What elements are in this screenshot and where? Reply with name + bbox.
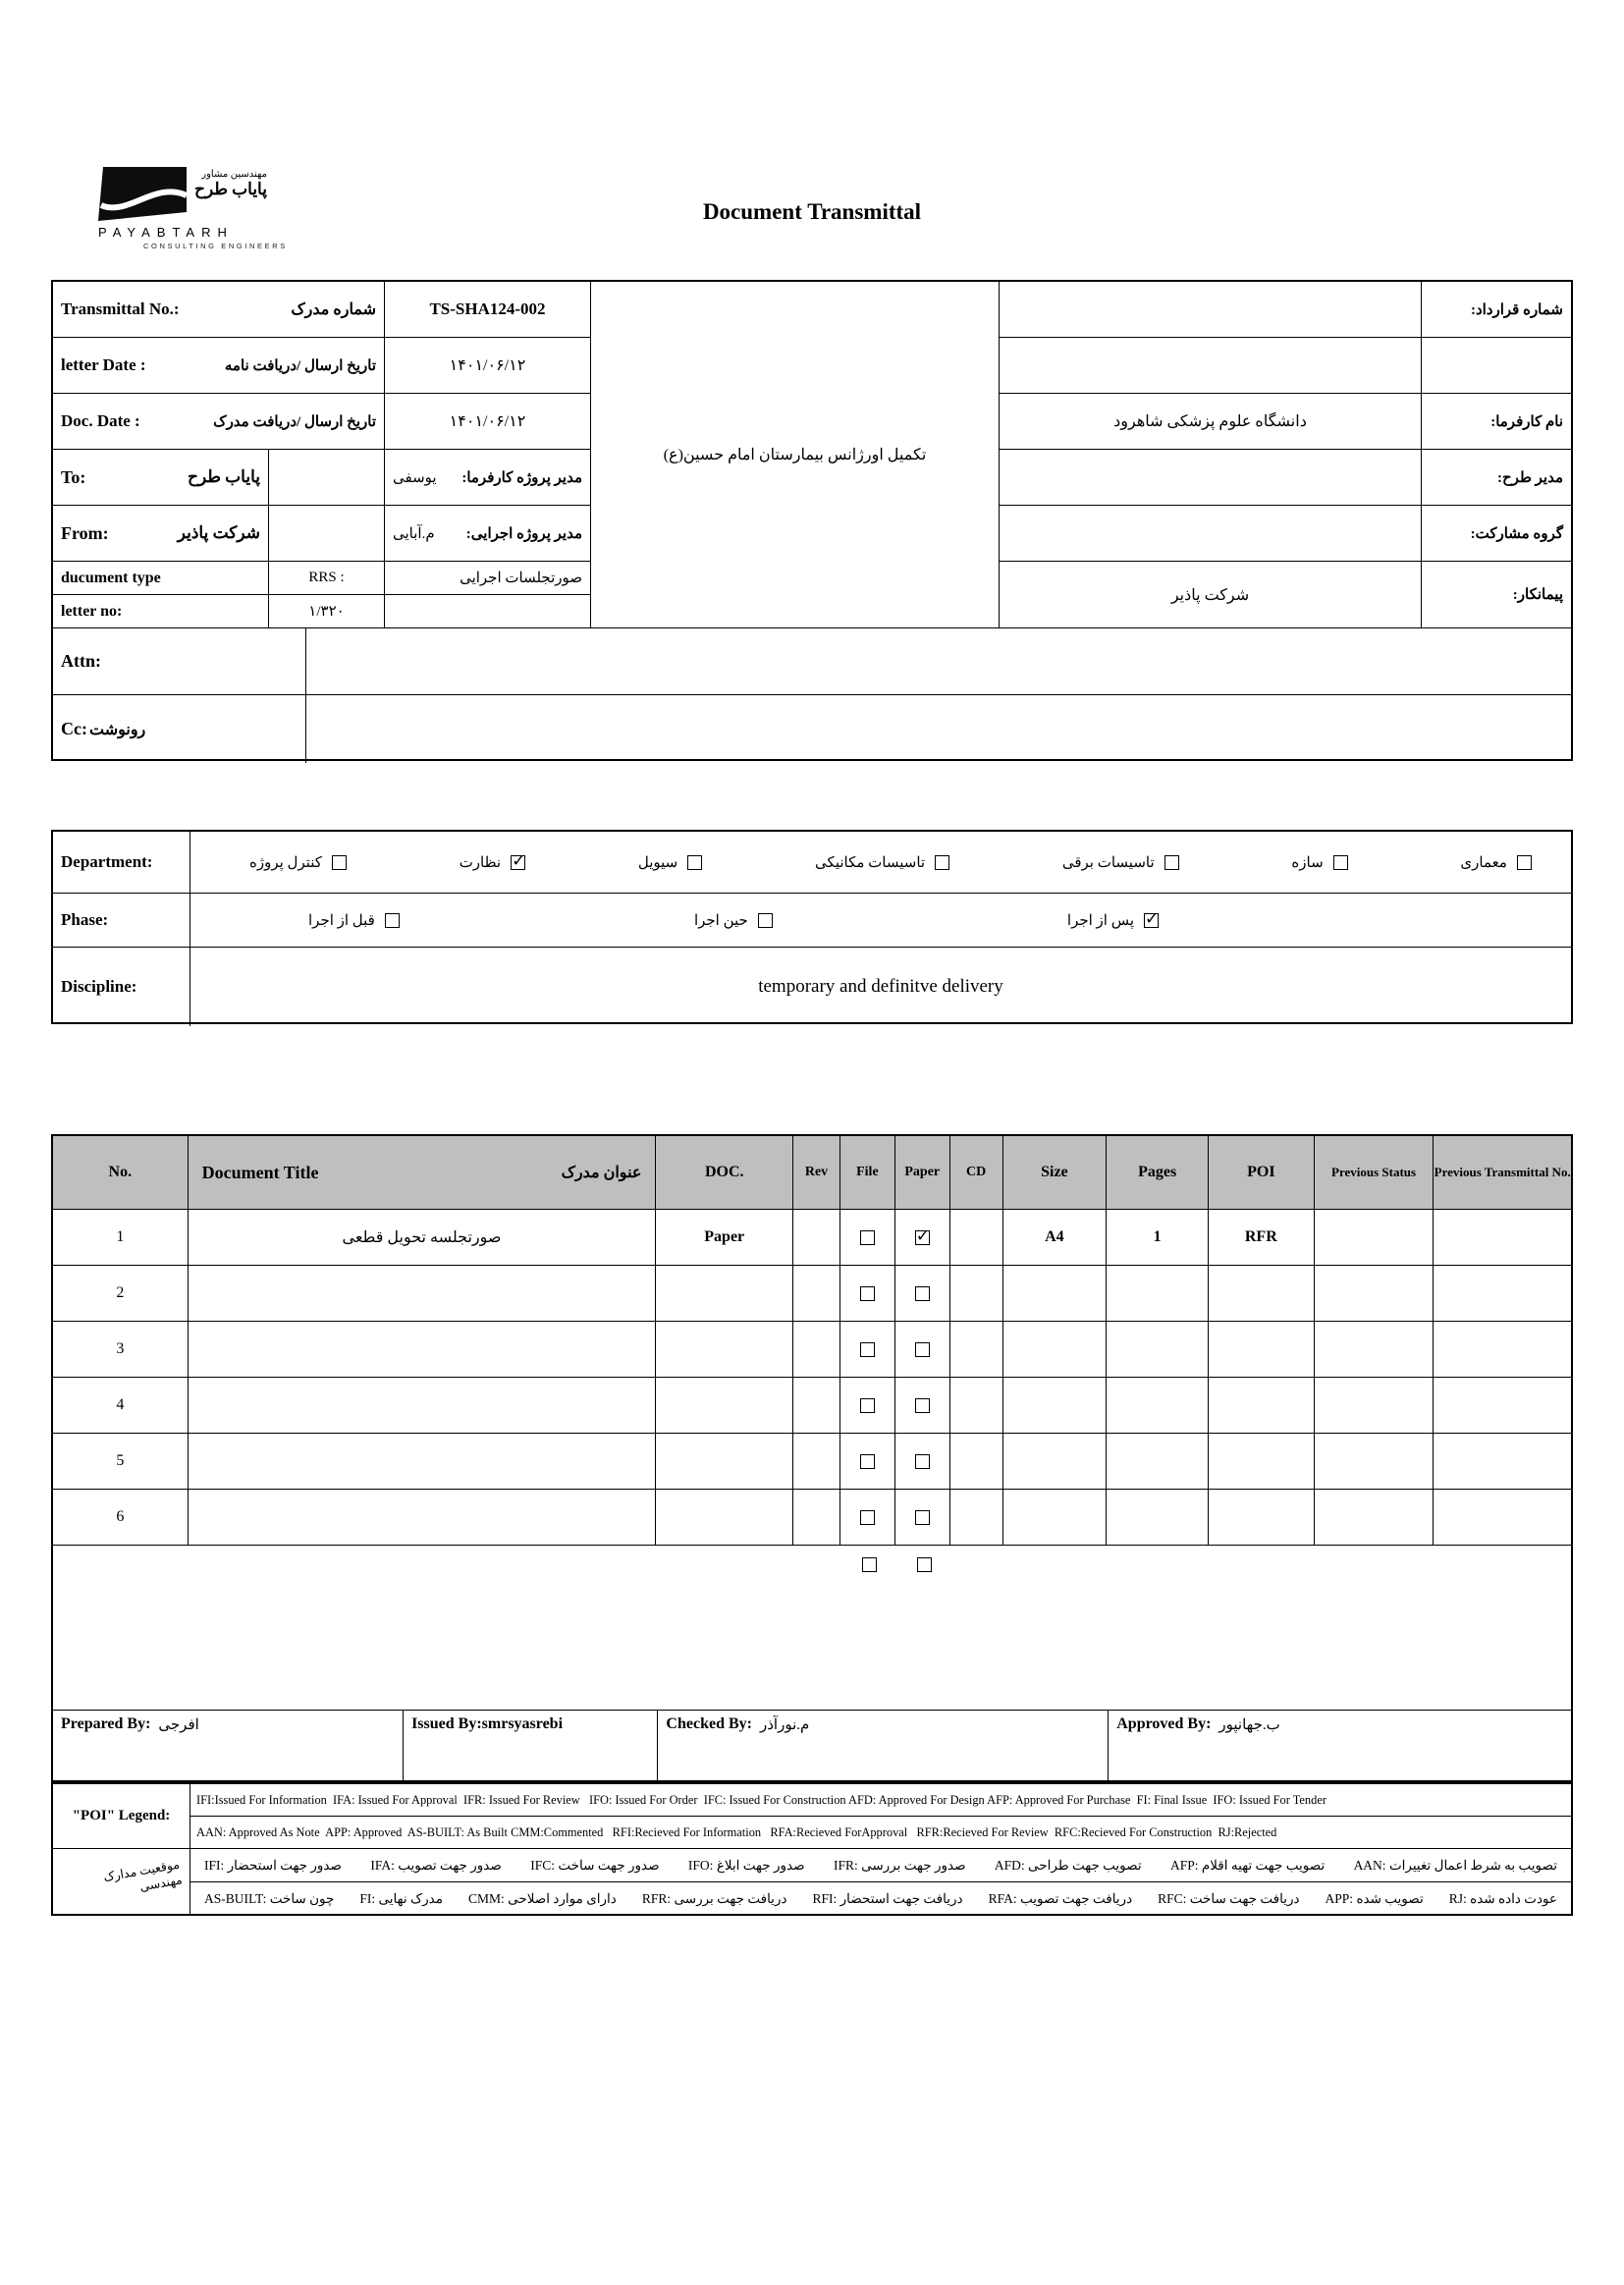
row3-paper xyxy=(895,1322,950,1378)
contractor-value-cell xyxy=(1000,562,1422,628)
phase-option-after-execution xyxy=(1067,911,1159,930)
letter-no-label: letter no: xyxy=(61,602,123,620)
checkbox-mechanical[interactable] xyxy=(935,855,949,870)
row6-doc xyxy=(656,1490,793,1546)
doc-type-fa: صورتجلسات اجرایی xyxy=(460,571,582,586)
transmittal-no-label-fa: شماره مدرک xyxy=(291,301,376,318)
row3-paper-checkbox[interactable] xyxy=(915,1342,930,1357)
row5-poi xyxy=(1209,1434,1315,1490)
design-manager-value xyxy=(1000,450,1422,506)
fa-legend-item-ifc: IFC: صدور جهت ساخت xyxy=(530,1857,660,1873)
table-row-1 xyxy=(53,1210,1571,1266)
letter-date-value xyxy=(385,338,591,394)
fa-legend-label-cell xyxy=(53,1849,190,1916)
attn-value-cell xyxy=(306,628,1571,695)
label-structure: سازه xyxy=(1291,854,1324,871)
doc-date-value xyxy=(385,394,591,450)
logo-fa-small: مهندسین مشاور xyxy=(201,169,267,180)
issued-by-label: Issued By: xyxy=(411,1715,482,1732)
department-option-architecture xyxy=(1460,853,1532,872)
doc-type-value: RRS : xyxy=(308,570,345,585)
label-before-execution: قبل از اجرا xyxy=(308,912,375,929)
left-info-block xyxy=(53,282,591,628)
phase-label-cell xyxy=(53,894,190,948)
client-value: دانشگاه علوم پزشکی شاهرود xyxy=(1113,413,1307,430)
department-option-civil xyxy=(638,853,702,872)
exec-pm-value: م.آبایی xyxy=(393,525,435,542)
fa-legend-item-ifi: IFI: صدور جهت استحضار xyxy=(204,1857,342,1873)
row3-title xyxy=(189,1322,657,1378)
row2-paper-checkbox[interactable] xyxy=(915,1286,930,1301)
client-pm-value: یوسفی xyxy=(393,469,437,486)
department-option-project-control xyxy=(249,853,347,872)
department-options xyxy=(190,832,1571,894)
cc-label: Cc: xyxy=(61,719,87,738)
row-doc-type-letter-no xyxy=(53,562,591,628)
contract-no-label: شماره قرارداد: xyxy=(1470,301,1563,318)
row1-pages: 1 xyxy=(1107,1210,1209,1266)
letter-no-empty-cell xyxy=(385,595,591,628)
checked-by-label: Checked By: xyxy=(666,1715,752,1732)
logo-en-name: PAYABTARH xyxy=(98,225,234,240)
row6-prev-transmittal xyxy=(1434,1490,1571,1546)
label-after-execution: پس از اجرا xyxy=(1066,912,1134,929)
poi-legend-label-cell xyxy=(53,1784,190,1848)
logo-fa-text xyxy=(194,165,267,199)
checkbox-project-control[interactable] xyxy=(332,855,347,870)
row6-size xyxy=(1003,1490,1108,1546)
row1-title: صورتجلسه تحویل قطعی xyxy=(189,1210,657,1266)
row3-size xyxy=(1003,1322,1108,1378)
phase-option-before-execution xyxy=(308,911,400,930)
row6-rev xyxy=(793,1490,840,1546)
transmittal-no-value xyxy=(385,282,591,338)
fa-legend-item-rfc: RFC: دریافت جهت ساخت xyxy=(1158,1891,1300,1906)
row4-poi xyxy=(1209,1378,1315,1434)
jv-group-value xyxy=(1000,506,1422,562)
poi-legend-label: "POI" Legend: xyxy=(72,1808,171,1823)
extra-file-checkbox[interactable] xyxy=(862,1557,877,1572)
letter-date-label-cell xyxy=(53,338,385,394)
row2-pages xyxy=(1107,1266,1209,1322)
fa-legend-item-ifr: IFR: صدور جهت بررسی xyxy=(833,1857,966,1873)
row-empty-right xyxy=(1000,338,1571,394)
row2-rev xyxy=(793,1266,840,1322)
attn-label: Attn: xyxy=(61,651,101,671)
row4-size xyxy=(1003,1378,1108,1434)
fa-legend-item-cmm: CMM: دارای موارد اصلاحی xyxy=(467,1891,617,1906)
logo-fa-name: پایاب طرح xyxy=(194,180,267,198)
row-jv-group xyxy=(1000,506,1571,562)
poi-legend-line2: AAN: Approved As Note APP: Approved AS-BUILT: As Built CMM:Commented RFI:Recieved For Information RFA:Recieved ForApproval RFR:Recieved For Review RFC:Recieved For Construction RJ:Rejected xyxy=(196,1825,1277,1839)
approved-by-value: ب.جهانپور xyxy=(1218,1717,1280,1733)
table-row-3 xyxy=(53,1322,1571,1378)
row2-size xyxy=(1003,1266,1108,1322)
checkbox-electrical[interactable] xyxy=(1164,855,1179,870)
row3-doc xyxy=(656,1322,793,1378)
doc-type-fa-cell xyxy=(385,562,591,595)
department-option-electrical xyxy=(1062,853,1179,872)
fa-legend-lines xyxy=(190,1849,1571,1916)
fa-legend-label: موقعیت مدارک مهندسی xyxy=(102,1857,184,1894)
row3-prev-status xyxy=(1315,1322,1435,1378)
signature-row xyxy=(53,1710,1571,1784)
row4-paper xyxy=(895,1378,950,1434)
row4-prev-status xyxy=(1315,1378,1435,1434)
department-label-cell xyxy=(53,832,190,894)
document-list-table xyxy=(51,1134,1573,1782)
row1-size: A4 xyxy=(1003,1210,1108,1266)
client-value-cell xyxy=(1000,394,1422,450)
header-rev: Rev xyxy=(793,1136,840,1210)
project-name-cell xyxy=(591,282,1000,628)
row1-paper-checkbox[interactable] xyxy=(915,1230,930,1245)
row-cc xyxy=(53,695,1571,763)
transmittal-no-label-en: Transmittal No.: xyxy=(61,299,180,318)
contract-no-value xyxy=(1000,282,1422,338)
header-title xyxy=(189,1136,657,1210)
row1-file-checkbox[interactable] xyxy=(860,1230,875,1245)
row6-title xyxy=(189,1490,657,1546)
row5-cd xyxy=(950,1434,1003,1490)
letter-no-label-cell xyxy=(53,595,269,628)
department-option-supervision xyxy=(460,853,525,872)
checkbox-supervision[interactable] xyxy=(511,855,525,870)
letter-no-value: ۱/۳۲۰ xyxy=(308,604,345,620)
doc-date-label-cell xyxy=(53,394,385,450)
row-doc-date xyxy=(53,394,591,450)
table-row-6 xyxy=(53,1490,1571,1546)
row-attn xyxy=(53,628,1571,695)
header-pages: Pages xyxy=(1107,1136,1209,1210)
header-cd: CD xyxy=(950,1136,1003,1210)
exec-pm-cell xyxy=(385,506,591,562)
fa-legend-item-afp: AFP: تصویب جهت تهیه اقلام xyxy=(1169,1857,1326,1873)
fa-legend-item-rfi: RFI: دریافت جهت استحضار xyxy=(812,1891,963,1906)
header-no: No. xyxy=(53,1136,189,1210)
checkbox-architecture[interactable] xyxy=(1517,855,1532,870)
row5-paper xyxy=(895,1434,950,1490)
row1-doc: Paper xyxy=(656,1210,793,1266)
row-transmittal-no xyxy=(53,282,591,338)
row3-file xyxy=(840,1322,895,1378)
row1-prev-transmittal xyxy=(1434,1210,1571,1266)
poi-legend-line1: IFI:Issued For Information IFA: Issued For Approval IFR: Issued For Review IFO: Issued For Order IFC: Issued For Construction AFD: Approved For Design AFP: Approved For Purchase FI: Final Issue IFO: Issued For Tender xyxy=(190,1784,1571,1817)
row4-cd xyxy=(950,1378,1003,1434)
row2-prev-transmittal xyxy=(1434,1266,1571,1322)
to-spacer-cell xyxy=(269,450,385,506)
from-value: شرکت پاذیر xyxy=(177,523,260,542)
from-cell xyxy=(53,506,269,562)
row6-paper xyxy=(895,1490,950,1546)
row1-cd xyxy=(950,1210,1003,1266)
row3-cd xyxy=(950,1322,1003,1378)
page-title: Document Transmittal xyxy=(702,199,922,224)
row2-prev-status xyxy=(1315,1266,1435,1322)
approved-by-cell xyxy=(1109,1711,1571,1784)
contractor-label-cell xyxy=(1422,562,1571,628)
extra-paper-checkbox[interactable] xyxy=(917,1557,932,1572)
row5-file-checkbox[interactable] xyxy=(860,1454,875,1469)
letter-date-label-en: letter Date : xyxy=(61,355,146,374)
doc-type-label: ducument type xyxy=(61,569,161,586)
row6-cd xyxy=(950,1490,1003,1546)
row1-prev-status xyxy=(1315,1210,1435,1266)
row-client xyxy=(1000,394,1571,450)
row2-no: 2 xyxy=(53,1266,189,1322)
contractor-value: شرکت پاذیر xyxy=(1170,586,1250,604)
label-electrical: تاسیسات برقی xyxy=(1061,854,1155,871)
exec-pm-label: مدیر پروژه اجرایی: xyxy=(465,525,582,542)
label-during-execution: حین اجرا xyxy=(693,912,748,929)
fa-legend-item-afd: AFD: تصویب جهت طراحی xyxy=(994,1857,1142,1873)
to-label: To: xyxy=(61,466,86,487)
phase-label: Phase: xyxy=(61,910,109,929)
checked-by-value: م.نورآذر xyxy=(759,1717,810,1733)
cc-value-cell xyxy=(306,695,1571,763)
from-spacer-cell xyxy=(269,506,385,562)
transmittal-no-value-text: TS-SHA124-002 xyxy=(429,299,546,318)
row-design-manager xyxy=(1000,450,1571,506)
fa-legend-line1 xyxy=(190,1849,1571,1882)
checkbox-structure[interactable] xyxy=(1333,855,1348,870)
fa-legend-line2 xyxy=(190,1882,1571,1916)
prepared-by-label: Prepared By: xyxy=(61,1715,151,1732)
fa-legend-item-rfa: RFA: دریافت جهت تصویب xyxy=(988,1891,1133,1906)
row-contractor xyxy=(1000,562,1571,628)
right-info-block xyxy=(1000,282,1571,628)
row4-prev-transmittal xyxy=(1434,1378,1571,1434)
letter-date-label-fa: تاریخ ارسال /دریافت نامه xyxy=(224,357,376,374)
to-cell xyxy=(53,450,269,506)
row2-doc xyxy=(656,1266,793,1322)
header-poi: POI xyxy=(1209,1136,1315,1210)
fa-legend-item-ifa: IFA: صدور جهت تصویب xyxy=(370,1857,502,1873)
checked-by-cell xyxy=(658,1711,1109,1784)
row6-file-checkbox[interactable] xyxy=(860,1510,875,1525)
checkbox-civil[interactable] xyxy=(687,855,702,870)
fa-legend-item-rj: RJ: عودت داده شده xyxy=(1448,1891,1557,1906)
row4-title xyxy=(189,1378,657,1434)
jv-group-label: گروه مشارکت: xyxy=(1470,525,1563,542)
row5-rev xyxy=(793,1434,840,1490)
logo-en-subtitle: CONSULTING ENGINEERS xyxy=(143,242,288,250)
client-pm-cell xyxy=(385,450,591,506)
header-doc: DOC. xyxy=(656,1136,793,1210)
row-contract-no xyxy=(1000,282,1571,338)
fa-legend-item-fi: FI: مدرک نهایی xyxy=(359,1891,443,1906)
prepared-by-cell xyxy=(53,1711,404,1784)
from-label: From: xyxy=(61,522,109,543)
phase-row xyxy=(53,894,1571,948)
cc-label-fa: رونوشت xyxy=(88,721,146,738)
row5-title xyxy=(189,1434,657,1490)
label-mechanical: تاسیسات مکانیکی xyxy=(815,854,926,871)
row1-no: 1 xyxy=(53,1210,189,1266)
row3-no: 3 xyxy=(53,1322,189,1378)
row5-no: 5 xyxy=(53,1434,189,1490)
jv-group-label-cell xyxy=(1422,506,1571,562)
contractor-label: پیمانکار: xyxy=(1512,587,1563,603)
doc-type-value-cell xyxy=(269,562,385,595)
phase-option-during-execution xyxy=(694,911,773,930)
label-architecture: معماری xyxy=(1460,854,1507,871)
row3-prev-transmittal xyxy=(1434,1322,1571,1378)
row6-file xyxy=(840,1490,895,1546)
discipline-label: Discipline: xyxy=(61,977,137,996)
row2-file xyxy=(840,1266,895,1322)
letter-date-value-text: ۱۴۰۱/۰۶/۱۲ xyxy=(449,357,526,374)
header-prev-transmittal: Previous Transmittal No. xyxy=(1434,1136,1571,1210)
header-prev-status: Previous Status xyxy=(1315,1136,1435,1210)
document-table-header xyxy=(53,1136,1571,1210)
row1-paper xyxy=(895,1210,950,1266)
department-option-mechanical xyxy=(815,853,949,872)
fa-legend-section xyxy=(53,1849,1571,1916)
row-from xyxy=(53,506,591,562)
to-value: پایاب طرح xyxy=(188,467,260,486)
row1-file xyxy=(840,1210,895,1266)
cc-label-cell xyxy=(53,695,306,763)
transmittal-no-label-cell xyxy=(53,282,385,338)
contract-no-label-cell xyxy=(1422,282,1571,338)
header-file: File xyxy=(840,1136,895,1210)
table-row-5 xyxy=(53,1434,1571,1490)
client-label-cell xyxy=(1422,394,1571,450)
attn-label-cell xyxy=(53,628,306,695)
fa-legend-item-asbuilt: AS-BUILT: چون ساخت xyxy=(204,1891,335,1906)
row2-title xyxy=(189,1266,657,1322)
phase-options xyxy=(190,894,1571,948)
table-open-area xyxy=(53,1546,1571,1710)
label-project-control: کنترل پروژه xyxy=(249,854,322,871)
row5-size xyxy=(1003,1434,1108,1490)
poi-legend-section xyxy=(53,1784,1571,1849)
row2-file-checkbox[interactable] xyxy=(860,1286,875,1301)
discipline-row xyxy=(53,948,1571,1026)
transmittal-info-table xyxy=(51,280,1573,761)
prepared-by-value: افرجی xyxy=(158,1717,199,1733)
checkbox-after-execution[interactable] xyxy=(1144,913,1159,928)
issued-by-value: smrsyasrebi xyxy=(481,1715,564,1732)
row6-prev-status xyxy=(1315,1490,1435,1546)
row2-poi xyxy=(1209,1266,1315,1322)
checkbox-before-execution[interactable] xyxy=(385,913,400,928)
row4-no: 4 xyxy=(53,1378,189,1434)
row4-pages xyxy=(1107,1378,1209,1434)
row3-pages xyxy=(1107,1322,1209,1378)
fa-legend-item-ifo: IFO: صدور جهت ابلاغ xyxy=(687,1857,805,1873)
design-manager-label: مدیر طرح: xyxy=(1496,469,1563,486)
client-pm-label: مدیر پروژه کارفرما: xyxy=(461,469,582,486)
doc-type-label-cell xyxy=(53,562,269,595)
issued-by-cell xyxy=(404,1711,658,1784)
header-title-en: Document Title xyxy=(201,1162,319,1182)
row5-doc xyxy=(656,1434,793,1490)
row6-pages xyxy=(1107,1490,1209,1546)
discipline-value-cell xyxy=(190,948,1571,1026)
row4-doc xyxy=(656,1378,793,1434)
fa-legend-item-app: APP: تصویب شده xyxy=(1325,1891,1424,1906)
letter-no-value-cell xyxy=(269,595,385,628)
header-title-fa: عنوان مدرک xyxy=(561,1165,642,1181)
legend-block xyxy=(51,1782,1573,1916)
row4-paper-checkbox[interactable] xyxy=(915,1398,930,1413)
row4-file-checkbox[interactable] xyxy=(860,1398,875,1413)
row3-rev xyxy=(793,1322,840,1378)
row6-poi xyxy=(1209,1490,1315,1546)
department-row xyxy=(53,832,1571,894)
table-row-4 xyxy=(53,1378,1571,1434)
doc-date-label-en: Doc. Date : xyxy=(61,411,140,430)
table-row-2 xyxy=(53,1266,1571,1322)
empty-right-label xyxy=(1422,338,1571,394)
row5-prev-transmittal xyxy=(1434,1434,1571,1490)
fa-legend-item-aan: AAN: تصویب به شرط اعمال تغییرات xyxy=(1353,1857,1557,1873)
project-name: تکمیل اورژانس بیمارستان امام حسین(ع) xyxy=(663,447,927,463)
row2-paper xyxy=(895,1266,950,1322)
checkbox-during-execution[interactable] xyxy=(758,913,773,928)
header-size: Size xyxy=(1003,1136,1108,1210)
empty-right-value xyxy=(1000,338,1422,394)
department-table xyxy=(51,830,1573,1024)
client-label: نام کارفرما: xyxy=(1490,413,1563,430)
row4-rev xyxy=(793,1378,840,1434)
department-option-structure xyxy=(1291,853,1347,872)
label-supervision: نظارت xyxy=(459,854,502,871)
department-label: Department: xyxy=(61,852,153,871)
row1-poi: RFR xyxy=(1209,1210,1315,1266)
doc-date-label-fa: تاریخ ارسال /دریافت مدرک xyxy=(213,413,376,430)
row5-prev-status xyxy=(1315,1434,1435,1490)
poi-legend-lines xyxy=(190,1784,1571,1848)
row1-rev xyxy=(793,1210,840,1266)
row6-paper-checkbox[interactable] xyxy=(915,1510,930,1525)
row5-file xyxy=(840,1434,895,1490)
approved-by-label: Approved By: xyxy=(1116,1715,1212,1732)
label-civil: سیویل xyxy=(637,854,678,871)
doc-date-value-text: ۱۴۰۱/۰۶/۱۲ xyxy=(449,413,526,430)
design-manager-label-cell xyxy=(1422,450,1571,506)
row4-file xyxy=(840,1378,895,1434)
row3-poi xyxy=(1209,1322,1315,1378)
header-paper: Paper xyxy=(895,1136,950,1210)
row3-file-checkbox[interactable] xyxy=(860,1342,875,1357)
discipline-label-cell xyxy=(53,948,190,1026)
row-to xyxy=(53,450,591,506)
row5-pages xyxy=(1107,1434,1209,1490)
row2-cd xyxy=(950,1266,1003,1322)
row6-no: 6 xyxy=(53,1490,189,1546)
row-letter-date xyxy=(53,338,591,394)
row5-paper-checkbox[interactable] xyxy=(915,1454,930,1469)
fa-legend-item-rfr: RFR: دریافت جهت بررسی xyxy=(641,1891,787,1906)
discipline-value: temporary and definitve delivery xyxy=(758,976,1003,997)
